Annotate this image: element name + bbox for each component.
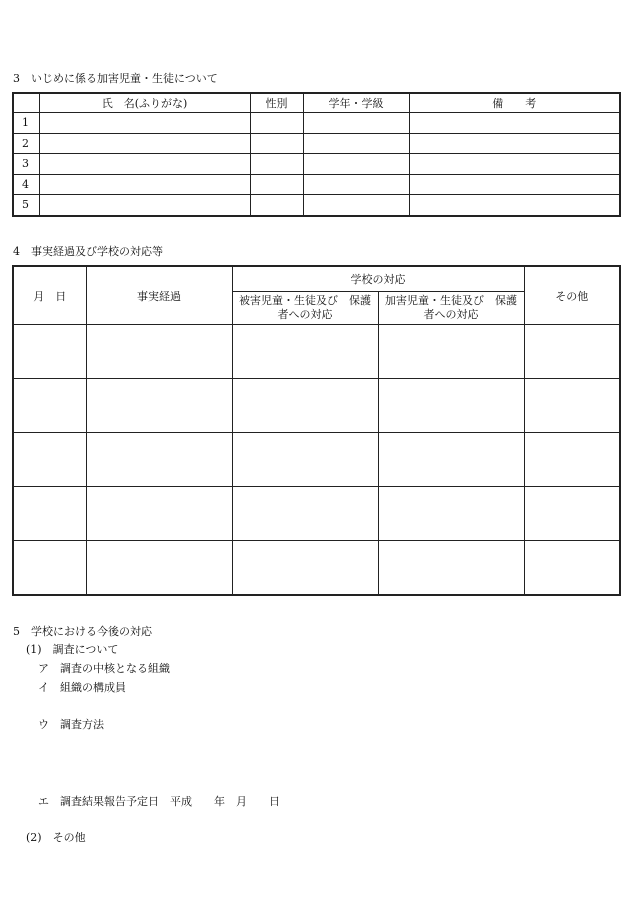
grade-cell[interactable] [303, 113, 409, 134]
table-row [13, 154, 620, 175]
other-cell[interactable] [524, 379, 620, 433]
table-row [13, 487, 620, 541]
row-number: 4 [13, 174, 39, 195]
gender-cell[interactable] [250, 133, 303, 154]
header-facts: 事実経過 [86, 266, 232, 325]
table-row [13, 433, 620, 487]
header-name: 氏 名(ふりがな) [39, 93, 250, 113]
item-u-label: ウ 調査方法 [38, 718, 104, 731]
facts-cell[interactable] [86, 325, 232, 379]
name-cell[interactable] [39, 133, 250, 154]
remarks-cell[interactable] [409, 195, 620, 216]
table-row [13, 195, 620, 216]
victim-cell[interactable] [232, 379, 378, 433]
date-cell[interactable] [13, 541, 86, 596]
row-number: 5 [13, 195, 39, 216]
table-header-row [13, 266, 620, 292]
perpetrator-cell[interactable] [378, 379, 524, 433]
header-other: その他 [524, 266, 620, 325]
perpetrator-cell[interactable] [378, 325, 524, 379]
section4-heading: 4 事実経過及び学校の対応等 [13, 245, 163, 258]
header-victim-response: 被害児童・生徒及び 保護者への対応 [232, 292, 378, 325]
date-cell[interactable] [13, 433, 86, 487]
grade-cell[interactable] [303, 154, 409, 175]
perpetrator-cell[interactable] [378, 487, 524, 541]
grade-cell[interactable] [303, 195, 409, 216]
remarks-cell[interactable] [409, 133, 620, 154]
facts-cell[interactable] [86, 379, 232, 433]
item-i-label: イ 組織の構成員 [38, 681, 126, 694]
gender-cell[interactable] [250, 113, 303, 134]
facts-cell[interactable] [86, 433, 232, 487]
grade-cell[interactable] [303, 133, 409, 154]
table-row [13, 541, 620, 596]
gender-cell[interactable] [250, 174, 303, 195]
section3-heading: 3 いじめに係る加害児童・生徒について [13, 72, 218, 85]
other-cell[interactable] [524, 325, 620, 379]
name-cell[interactable] [39, 113, 250, 134]
header-school-response: 学校の対応 [232, 266, 524, 292]
item2-label: (2) その他 [26, 831, 86, 844]
table-row [13, 113, 620, 134]
other-cell[interactable] [524, 541, 620, 596]
facts-cell[interactable] [86, 487, 232, 541]
victim-cell[interactable] [232, 541, 378, 596]
victim-cell[interactable] [232, 433, 378, 487]
item-a-label: ア 調査の中核となる組織 [38, 662, 170, 675]
remarks-cell[interactable] [409, 154, 620, 175]
facts-cell[interactable] [86, 541, 232, 596]
gender-cell[interactable] [250, 195, 303, 216]
row-number: 3 [13, 154, 39, 175]
header-grade: 学年・学級 [303, 93, 409, 113]
row-number: 2 [13, 133, 39, 154]
response-table [12, 265, 621, 596]
remarks-cell[interactable] [409, 174, 620, 195]
perpetrator-cell[interactable] [378, 433, 524, 487]
grade-cell[interactable] [303, 174, 409, 195]
date-cell[interactable] [13, 379, 86, 433]
header-perpetrator-response: 加害児童・生徒及び 保護者への対応 [378, 292, 524, 325]
other-cell[interactable] [524, 487, 620, 541]
table-header-row [13, 93, 620, 113]
item1-label: (1) 調査について [26, 643, 119, 656]
table-row [13, 174, 620, 195]
gender-cell[interactable] [250, 154, 303, 175]
header-cell [13, 93, 39, 113]
table-row [13, 379, 620, 433]
name-cell[interactable] [39, 154, 250, 175]
other-cell[interactable] [524, 433, 620, 487]
victim-cell[interactable] [232, 487, 378, 541]
section5-heading: 5 学校における今後の対応 [13, 625, 152, 638]
date-cell[interactable] [13, 487, 86, 541]
perpetrator-cell[interactable] [378, 541, 524, 596]
item-e-label: エ 調査結果報告予定日 平成 年 月 日 [38, 795, 280, 808]
header-date: 月 日 [13, 266, 86, 325]
table-row [13, 325, 620, 379]
table-row [13, 133, 620, 154]
name-cell[interactable] [39, 195, 250, 216]
victim-cell[interactable] [232, 325, 378, 379]
perpetrator-table [12, 92, 621, 217]
date-cell[interactable] [13, 325, 86, 379]
row-number: 1 [13, 113, 39, 134]
remarks-cell[interactable] [409, 113, 620, 134]
header-remarks: 備 考 [409, 93, 620, 113]
header-gender: 性別 [250, 93, 303, 113]
name-cell[interactable] [39, 174, 250, 195]
